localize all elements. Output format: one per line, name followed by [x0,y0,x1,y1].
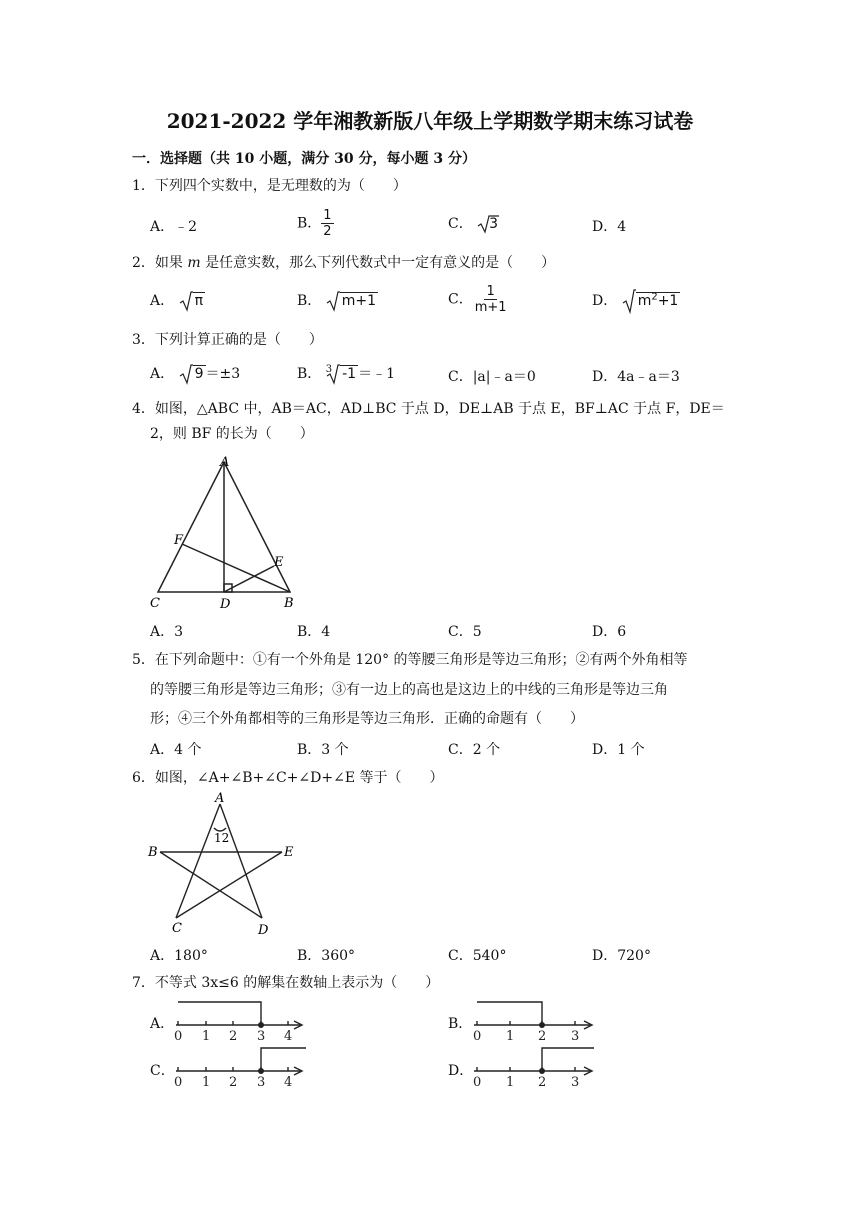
option-label: C． [448,291,473,308]
option-value: |a|﹣a＝0 [472,369,536,385]
question-6-stem: 6．如图，∠A+∠B+∠C+∠D+∠E 等于（ ） [132,770,444,786]
q1-option-d[interactable] [592,216,626,236]
q6-option-b[interactable]: B．360° [297,948,356,964]
q3-option-b[interactable]: B． $^3$ -1 ＝﹣1 [297,363,395,385]
q7-option-c-label[interactable]: C． [150,1063,175,1079]
option-label: B． [297,293,322,309]
option-label: A． [150,366,175,382]
option-label: B． [297,215,322,232]
tick-label: 1 [202,1029,211,1044]
question-5-line-3: 形；④三个外角都相等的三角形是等边三角形．正确的命题有（ ） [150,711,584,727]
q1-option-c[interactable]: C． 3 [448,216,499,232]
q4-option-d[interactable]: D．6 [592,624,627,640]
tick-label: 0 [174,1029,183,1044]
option-label: A． [150,293,175,309]
option-label: C． [448,216,473,232]
section-heading: 一．选择题（共 10 小题，满分 30 分，每小题 3 分） [132,151,476,167]
tick-label: 1 [202,1075,211,1090]
q6-option-d[interactable]: D．720° [592,948,651,964]
option-label: C． [448,369,473,385]
q5-option-c[interactable]: C．2 个 [448,742,501,758]
q2-option-b[interactable]: B． m+1 [297,290,378,312]
question-2-stem: 2．如果 m 是任意实数，那么下列代数式中一定有意义的是（ ） [132,255,556,271]
sqrt-sign-icon [326,363,340,385]
question-5-line-2: 的等腰三角形是等边三角形；③有一边上的高也是这边上的中线的三角形是等边三角 [150,682,668,698]
label-d: D [220,597,231,612]
label-e: E [284,845,294,860]
question-4-line-1: 4．如图，△ABC 中，AB＝AC，AD⊥BC 于点 D，DE⊥AB 于点 E，BF⊥AC 于点 F，DE＝ [132,401,725,417]
q1-option-b[interactable] [297,208,334,239]
q5-option-d[interactable]: D．1 个 [592,742,645,758]
tick-label: 0 [174,1075,183,1090]
sqrt-sign-icon [179,290,193,312]
fraction: $\frac{1}{2}$ [323,208,332,239]
q6-option-a[interactable]: A．180° [150,948,208,964]
option-label: D． [592,219,618,235]
sqrt-sign-icon [622,288,636,314]
tick-label: 3 [571,1075,580,1090]
sqrt-sign-icon [179,363,193,385]
q4-option-a[interactable]: A．3 [150,624,184,640]
tick-label: 4 [284,1075,293,1090]
question-7-stem: 7．不等式 3x≤6 的解集在数轴上表示为（ ） [132,975,440,991]
tick-label: 0 [473,1075,482,1090]
tick-label: 3 [571,1029,580,1044]
tick-label: 2 [229,1029,238,1044]
q7-option-d-label[interactable]: D． [448,1063,474,1079]
tick-label: 4 [284,1029,293,1044]
tick-label: 2 [538,1029,547,1044]
question-4-line-2: 2，则 BF 的长为（ ） [150,426,314,442]
label-b: B [284,596,294,611]
label-c: C [172,921,182,936]
q4-option-c[interactable]: C．5 [448,624,482,640]
question-1-stem: 1．下列四个实数中，是无理数的为（ ） [132,178,407,194]
tick-label: 2 [538,1075,547,1090]
q5-option-a[interactable]: A．4 个 [150,742,202,758]
tick-label: 1 [506,1075,515,1090]
q4-option-b[interactable]: B．4 [297,624,331,640]
label-a: A [220,455,230,470]
sqrt-sign-icon [326,290,340,312]
label-f: F [174,533,184,548]
tick-label: 2 [229,1075,238,1090]
angle-labels: 12 [214,831,230,845]
q5-option-b[interactable]: B．3 个 [297,742,349,758]
q7-option-a-label[interactable]: A． [150,1016,175,1032]
q3-option-a[interactable]: A． 9 ＝±3 [150,363,240,385]
page-title: 2021-2022 学年湘教新版八年级上学期数学期末练习试卷 [166,109,694,133]
triangle-figure [146,452,302,612]
option-value: 4a﹣a＝3 [617,369,680,385]
q7-option-b-number-line[interactable] [468,998,598,1044]
option-value: 4 [617,219,627,235]
q2-option-d[interactable] [592,288,680,314]
option-label: A． [150,219,175,235]
q3-option-d[interactable] [592,366,680,386]
q7-option-c-number-line[interactable] [170,1044,310,1090]
q7-option-a-number-line[interactable] [170,998,310,1044]
label-d: D [258,923,269,938]
q2-option-a[interactable]: A． π [150,290,205,312]
option-label: B． [297,366,322,382]
q3-option-c[interactable] [448,366,536,386]
q6-option-c[interactable]: C．540° [448,948,507,964]
option-label: D． [592,293,618,309]
tick-label: 3 [257,1075,266,1090]
option-value: ﹣2 [174,219,198,235]
q7-option-b-label[interactable]: B． [448,1016,473,1032]
q1-option-a[interactable] [150,216,197,236]
question-3-stem: 3．下列计算正确的是（ ） [132,332,323,348]
label-e: E [274,555,284,570]
label-c: C [150,596,160,611]
fraction: $\frac{1}{m+1}$ [474,284,507,315]
star-figure [146,792,302,940]
option-label: D． [592,369,618,385]
question-5-line-1: 5．在下列命题中：①有一个外角是 120° 的等腰三角形是等边三角形；②有两个外角相等 [132,652,688,668]
tick-label: 3 [257,1029,266,1044]
label-a: A [215,792,225,806]
tick-label: 1 [506,1029,515,1044]
q2-option-c[interactable] [448,284,509,315]
radicand: $m^2+1$ [637,291,679,309]
label-b: B [148,845,158,860]
q7-option-d-number-line[interactable] [468,1044,598,1090]
tick-label: 0 [473,1029,482,1044]
